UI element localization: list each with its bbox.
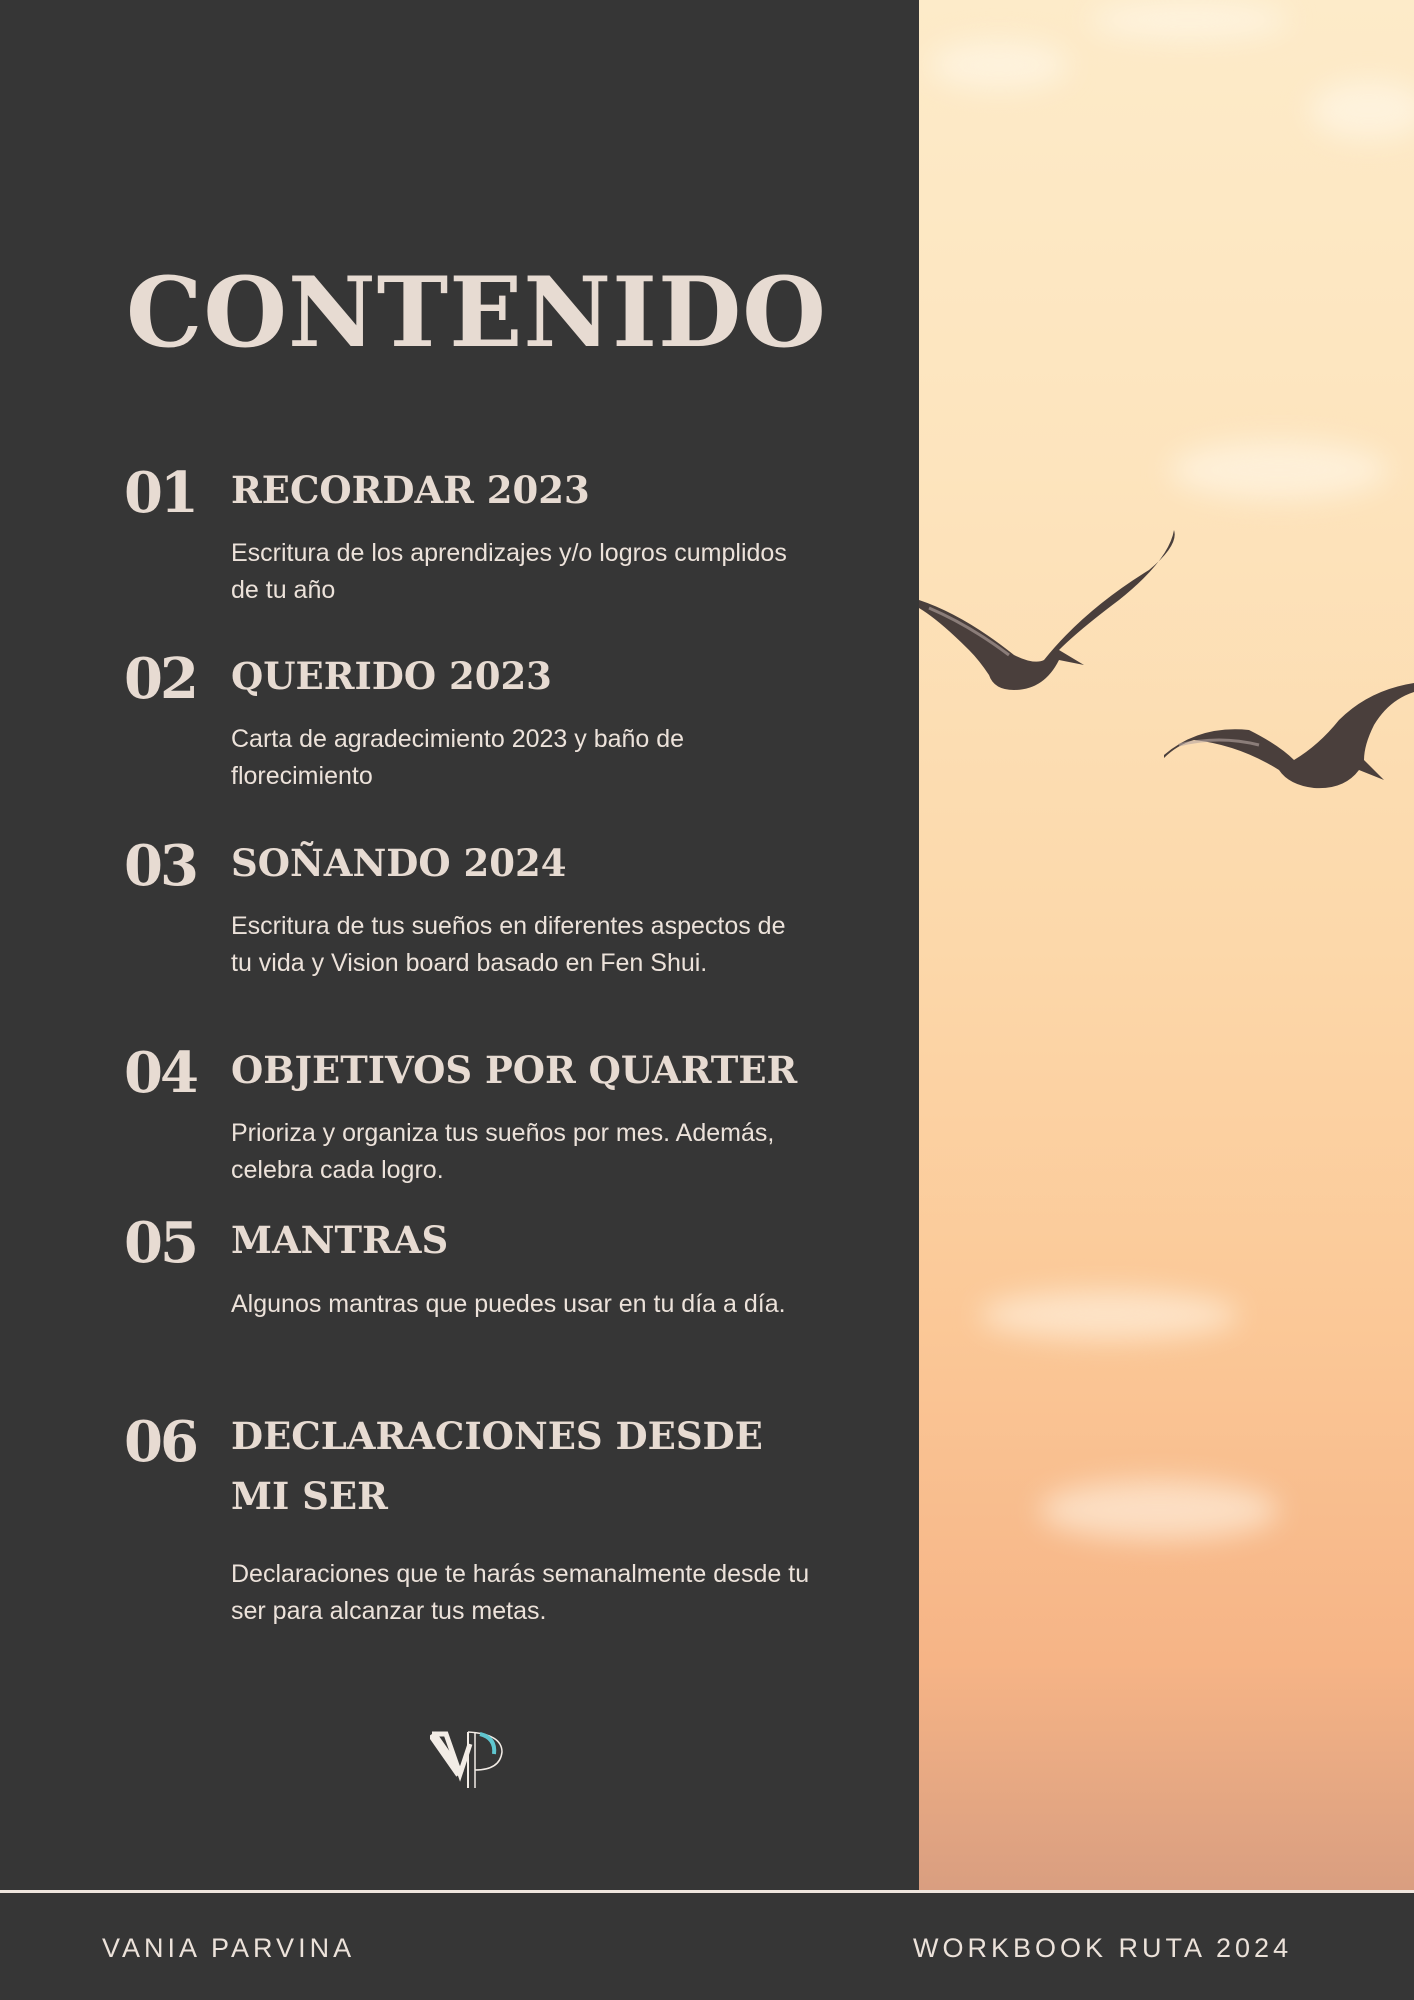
section-description: Prioriza y organiza tus sueños por mes. Además, celebra cada logro. bbox=[231, 1119, 775, 1184]
section-number: 02 bbox=[124, 646, 196, 712]
footer-author: VANIA PARVINA bbox=[102, 1933, 356, 1963]
section-heading: RECORDAR 2023 bbox=[231, 468, 590, 512]
sky-photo bbox=[919, 0, 1414, 1890]
section-number: 06 bbox=[124, 1409, 196, 1475]
vp-logo bbox=[430, 1728, 506, 1792]
birds-illustration bbox=[919, 0, 1414, 1890]
section-description: Declaraciones que te harás semanalmente desde tu ser para alcanzar tus metas. bbox=[231, 1560, 810, 1625]
section-number: 03 bbox=[124, 833, 196, 899]
section-description: Carta de agradecimiento 2023 y baño de florecimiento bbox=[231, 725, 685, 790]
section-heading: MANTRAS bbox=[231, 1218, 449, 1262]
section-heading: OBJETIVOS POR QUARTER bbox=[231, 1048, 798, 1092]
section-description: Escritura de tus sueños en diferentes aspectos de tu vida y Vision board basado en Fen Shui. bbox=[231, 912, 786, 977]
bird-icon bbox=[919, 530, 1175, 690]
section-heading: DECLARACIONES DESDE MI SER bbox=[231, 1414, 763, 1518]
section-description: Escritura de los aprendizajes y/o logros cumplidos de tu año bbox=[231, 539, 787, 604]
footer-workbook-title: WORKBOOK RUTA 2024 bbox=[913, 1933, 1293, 1963]
section-description: Algunos mantras que puedes usar en tu día a día. bbox=[231, 1290, 786, 1318]
section-number: 04 bbox=[124, 1040, 196, 1106]
section-number: 05 bbox=[124, 1210, 196, 1276]
section-heading: QUERIDO 2023 bbox=[231, 654, 552, 698]
bird-icon bbox=[1164, 683, 1414, 788]
section-heading: SOÑANDO 2024 bbox=[231, 841, 567, 885]
page-title: CONTENIDO bbox=[126, 256, 827, 369]
section-number: 01 bbox=[124, 460, 196, 526]
